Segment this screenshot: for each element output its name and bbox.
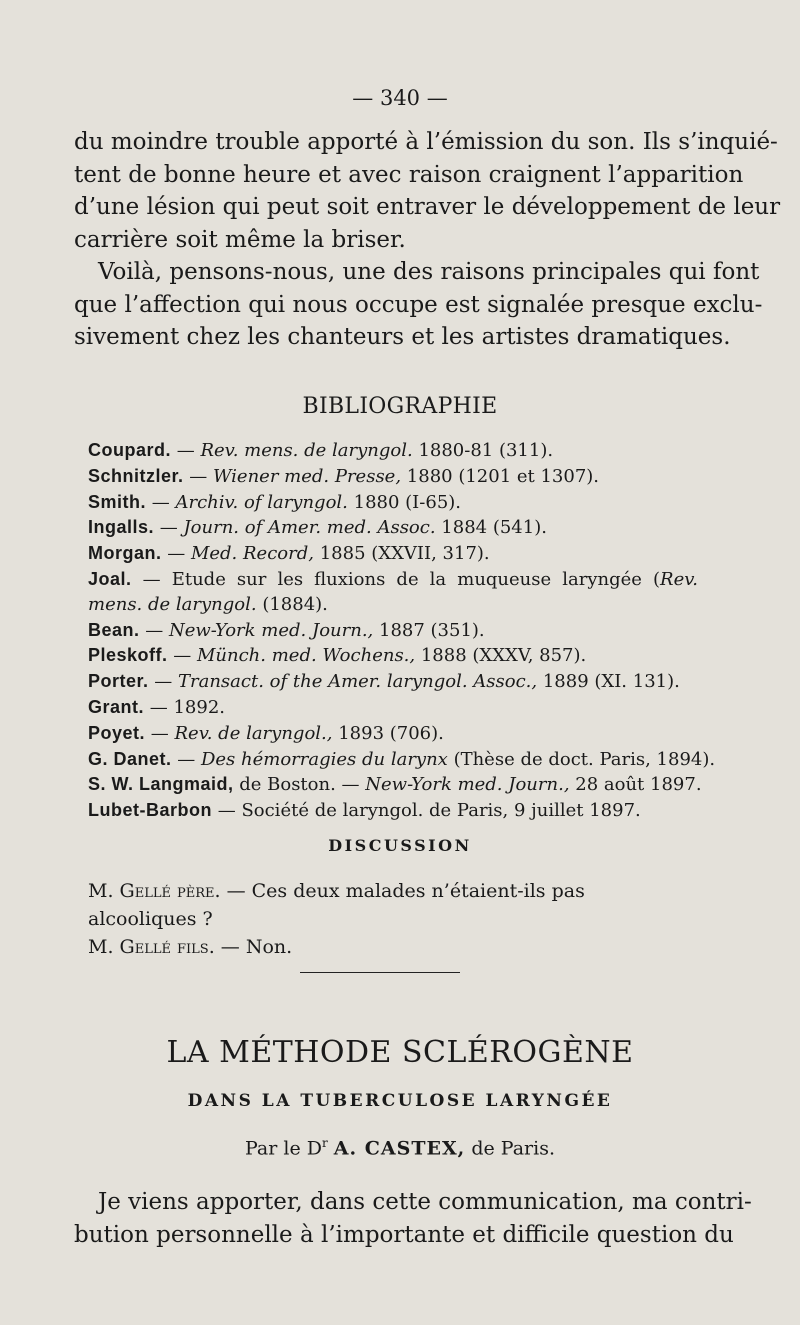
text-line: tent de bonne heure et avec raison craignent l’apparition xyxy=(74,161,744,188)
text-line: du moindre trouble apporté à l’émission du son. Ils s’inquié- xyxy=(74,129,778,155)
author-name: A. CASTEX, xyxy=(333,1137,466,1160)
journal-title: Rev. mens. de laryngol. xyxy=(88,568,698,615)
bibliography-entry xyxy=(88,438,698,464)
bibliography-entry xyxy=(88,643,698,669)
author-name: S. W. Langmaid, xyxy=(88,774,234,795)
separator: — xyxy=(154,517,184,539)
bibliography-entry xyxy=(88,464,698,490)
article-subtitle: DANS LA TUBERCULOSE LARYNGÉE xyxy=(187,1091,613,1111)
byline-suffix: de Paris. xyxy=(465,1137,556,1160)
discussion-text: — Ces deux malades n’étaient-ils pas alcooliques ? xyxy=(88,880,585,930)
separator: — xyxy=(131,568,172,590)
reference: 1889 (XI. 131). xyxy=(537,671,680,693)
section-divider xyxy=(300,972,460,973)
author-name: Morgan. xyxy=(88,543,162,564)
journal-title: Archiv. of laryngol. xyxy=(175,491,348,513)
author-name: Bean. xyxy=(88,619,140,640)
separator: — xyxy=(139,619,169,641)
discussion-line xyxy=(88,877,698,933)
page-number: — 340 — xyxy=(352,86,448,110)
bibliography-entry xyxy=(88,541,698,567)
author-name: Ingalls. xyxy=(88,517,155,538)
discussion-text: — Non. xyxy=(214,936,293,958)
entry-text: Etude sur les fluxions de la muqueuse laryngée ( xyxy=(171,568,661,590)
reference: Société de laryngol. de Paris, 9 juillet 1897. xyxy=(241,800,641,822)
bibliography-entry xyxy=(88,772,702,798)
journal-title: Des hémorragies du larynx xyxy=(200,748,448,770)
journal-title: New-York med. Journ., xyxy=(168,619,374,641)
article-title: LA MÉTHODE SCLÉROGÈNE xyxy=(166,1035,634,1070)
bibliography-entry xyxy=(88,567,698,618)
separator: — xyxy=(211,800,242,822)
journal-title: Med. Record, xyxy=(190,543,314,565)
reference: 1880 (1201 et 1307). xyxy=(401,465,600,487)
author-name: Joal. xyxy=(88,568,132,589)
paragraph-1 xyxy=(74,126,781,256)
author-name: Lubet-Barbon xyxy=(88,800,212,821)
separator: — xyxy=(171,440,201,461)
journal-title: Wiener med. Presse, xyxy=(212,465,402,487)
bibliography-entry xyxy=(88,747,716,773)
separator: — xyxy=(145,722,175,744)
text-line: d’une lésion qui peut soit entraver le développement de leur xyxy=(74,194,781,220)
author-name: Porter. xyxy=(88,671,149,692)
bibliography-list xyxy=(88,438,716,824)
discussion-line xyxy=(88,933,698,961)
journal-title: New-York med. Journ., xyxy=(365,774,570,796)
journal-title: Journ. of Amer. med. Assoc. xyxy=(183,517,436,539)
separator: de Boston. — xyxy=(233,774,366,796)
author-name: Pleskoff. xyxy=(88,645,168,666)
byline-prefix: Par le D xyxy=(244,1137,322,1160)
reference: (1884). xyxy=(256,593,328,615)
bibliography-entry xyxy=(88,618,698,644)
reference: 1888 (XXXV, 857). xyxy=(415,645,587,667)
text-line: carrière soit même la briser. xyxy=(74,226,406,253)
byline xyxy=(0,1136,800,1159)
bibliography-title: BIBLIOGRAPHIE xyxy=(302,394,498,419)
bibliography-entry xyxy=(88,695,698,721)
separator: — xyxy=(144,696,174,718)
text-line: Je viens apporter, dans cette communication, ma contri- xyxy=(98,1189,752,1215)
separator: — xyxy=(148,671,178,693)
journal-title: Münch. med. Wochens., xyxy=(196,645,416,667)
text-line: bution personnelle à l’importante et difficile question du xyxy=(74,1221,734,1248)
reference: 1892. xyxy=(173,696,225,718)
journal-title: Rev. mens. de laryngol. xyxy=(200,440,413,461)
text-line: que l’affection qui nous occupe est signalée presque exclu- xyxy=(74,291,763,318)
bibliography-entry xyxy=(88,721,698,747)
discussion-body xyxy=(88,877,698,961)
reference: 1880-81 (311). xyxy=(412,440,554,461)
byline-sup: r xyxy=(321,1136,328,1150)
bibliography-entry xyxy=(88,669,698,695)
discussion-title: DISCUSSION xyxy=(328,836,472,855)
author-name: Schnitzler. xyxy=(88,465,184,486)
paragraph-2 xyxy=(74,256,763,354)
bibliography-entry xyxy=(88,490,698,516)
journal-title: Transact. of the Amer. laryngol. Assoc., xyxy=(177,671,538,693)
journal-title: Rev. de laryngol., xyxy=(174,722,333,744)
author-name: G. Danet. xyxy=(88,748,172,769)
author-name: Grant. xyxy=(88,696,145,717)
author-name: Smith. xyxy=(88,491,147,512)
bibliography-entry xyxy=(88,798,698,824)
paragraph-3 xyxy=(74,1186,752,1251)
separator: — xyxy=(146,491,176,513)
author-name: Poyet. xyxy=(88,722,146,743)
reference: (Thèse de doct. Paris, 1894). xyxy=(447,748,716,770)
separator: — xyxy=(161,543,191,565)
reference: 1893 (706). xyxy=(332,722,444,744)
separator: — xyxy=(171,748,201,770)
speaker: M. Gellé fils. xyxy=(88,936,215,958)
reference: 1885 (XXVII, 317). xyxy=(313,543,490,565)
bibliography-entry xyxy=(88,515,698,541)
reference: 1884 (541). xyxy=(435,517,547,539)
text-line: Voilà, pensons-nous, une des raisons principales qui font xyxy=(98,259,760,285)
reference: 28 août 1897. xyxy=(569,774,702,796)
text-line: sivement chez les chanteurs et les artistes dramatiques. xyxy=(74,324,731,350)
separator: — xyxy=(183,465,213,487)
author-name: Coupard. xyxy=(88,440,171,460)
separator: — xyxy=(167,645,197,667)
reference: 1880 (I-65). xyxy=(347,491,462,513)
speaker: M. Gellé père. xyxy=(88,880,221,902)
reference: 1887 (351). xyxy=(373,619,485,641)
